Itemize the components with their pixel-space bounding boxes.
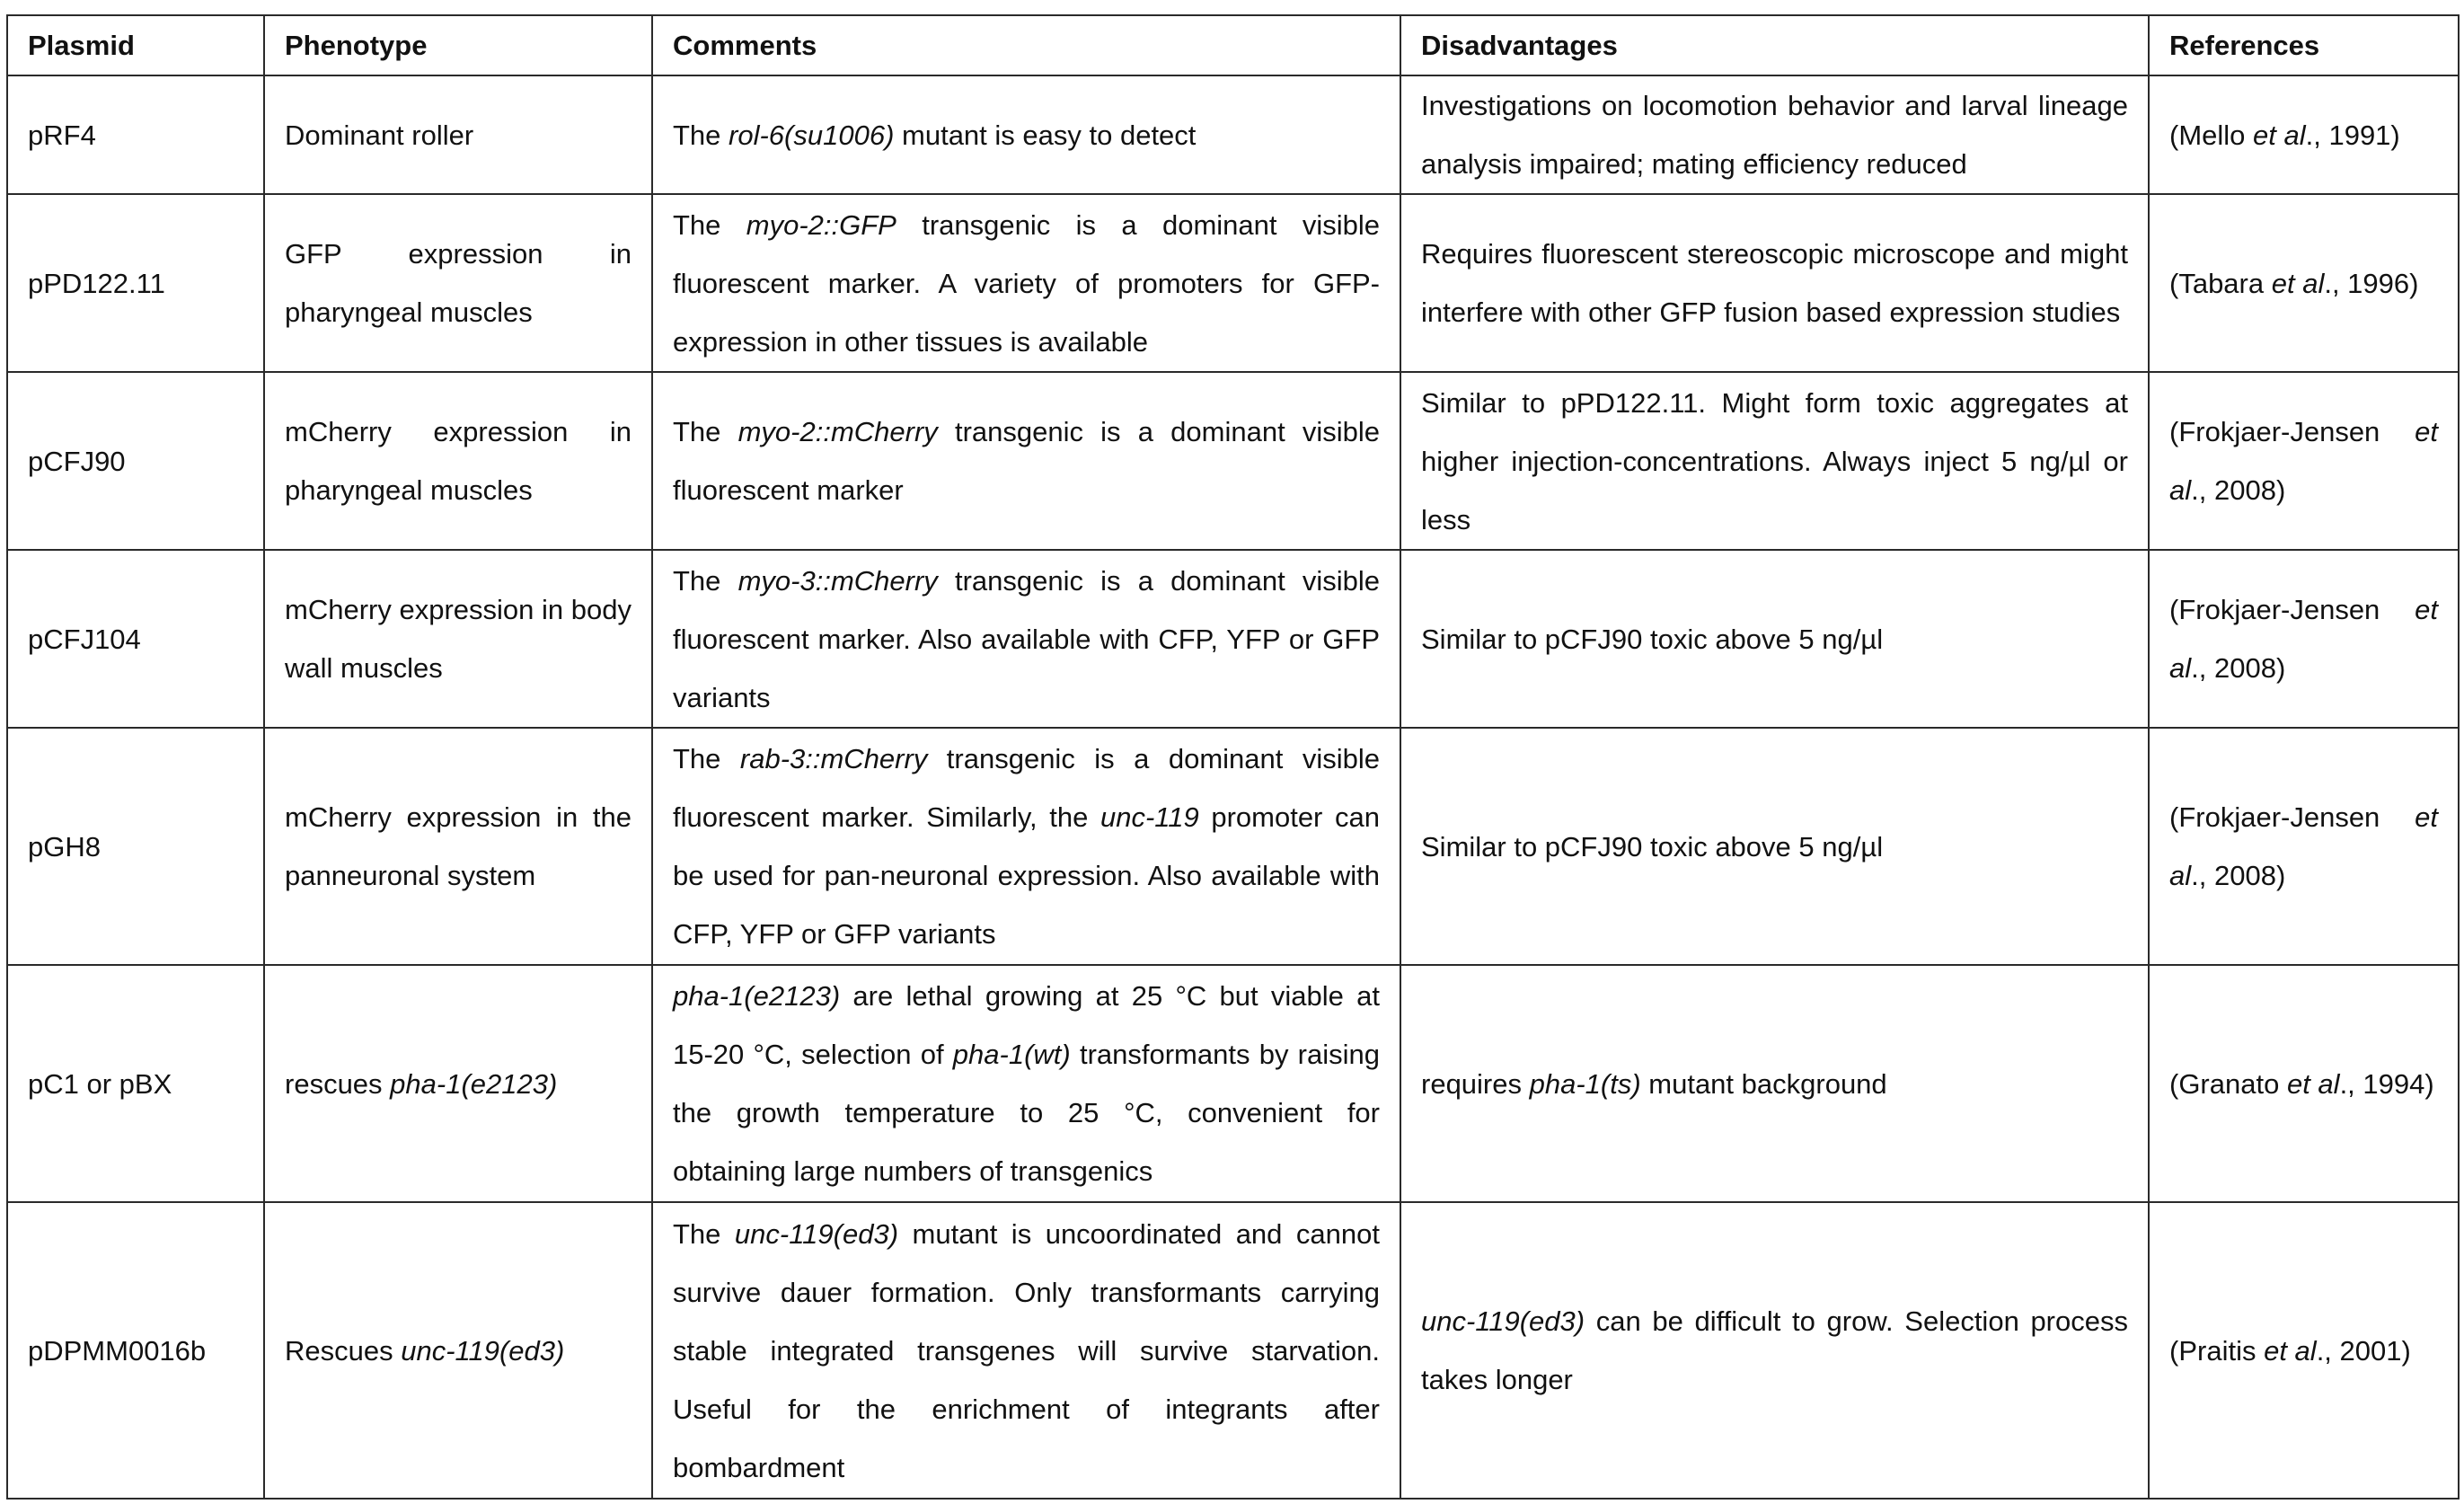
header-disadvantages: Disadvantages	[1400, 15, 2149, 75]
comments-cell	[652, 728, 1400, 965]
comments-cell	[652, 550, 1400, 728]
comments-cell	[652, 1202, 1400, 1499]
text-run: (Frokjaer-Jensen	[2169, 801, 2415, 833]
text-run: Rescues	[285, 1334, 402, 1367]
text-run: transformants by raising the growth temperature to 25 °C, convenient for obtaining large numbers of transgenics	[673, 1039, 1380, 1187]
comments-cell	[652, 372, 1400, 550]
italic-term: unc-119	[1100, 801, 1199, 833]
plasmid-table	[6, 14, 2460, 1500]
disadvantages-cell	[1400, 965, 2149, 1202]
italic-term: et al	[2169, 594, 2438, 684]
text-run: (Tabara	[2169, 267, 2272, 299]
text-run: (Frokjaer-Jensen	[2169, 594, 2415, 625]
plasmid-cell: pCFJ104	[7, 550, 264, 728]
text-run: Similar to pPD122.11. Might form toxic aggregates at higher injection-concentrations. Always inject 5 ng/µl or less	[1421, 386, 2128, 535]
references-cell	[2149, 965, 2459, 1202]
text-run: Dominant roller	[285, 119, 474, 151]
disadvantages-cell	[1400, 1202, 2149, 1499]
italic-term: et al	[2169, 801, 2438, 891]
plasmid-cell: pRF4	[7, 75, 264, 194]
plasmid-cell: pPD122.11	[7, 194, 264, 372]
plasmid-cell: pCFJ90	[7, 372, 264, 550]
italic-term: et al	[2169, 416, 2438, 506]
italic-term: et al	[2271, 267, 2325, 299]
table-row	[7, 75, 2459, 194]
italic-term: et al	[2286, 1067, 2340, 1100]
text-run: Investigations on locomotion behavior and larval lineage analysis impaired; mating efficiency reduced	[1421, 90, 2128, 180]
text-run: mCherry expression in pharyngeal muscles	[285, 416, 631, 506]
references-cell	[2149, 75, 2459, 194]
disadvantages-cell	[1400, 372, 2149, 550]
text-run: mutant is uncoordinated and cannot survive dauer formation. Only transformants carrying stable integrated transgenes will survive starvation. Useful for the enrichment of integrants after bombardment	[673, 1217, 1380, 1483]
header-comments: Comments	[652, 15, 1400, 75]
text-run: ., 1991)	[2305, 119, 2400, 151]
text-run: ., 2008)	[2191, 860, 2286, 891]
disadvantages-cell	[1400, 194, 2149, 372]
text-run: The	[673, 564, 738, 597]
references-cell	[2149, 194, 2459, 372]
text-run: rescues	[285, 1067, 391, 1100]
text-run: transgenic is a dominant visible fluorescent marker	[673, 416, 1380, 506]
references-cell	[2149, 1202, 2459, 1499]
italic-term: unc-119(ed3)	[1421, 1305, 1585, 1337]
table-row	[7, 550, 2459, 728]
text-run: ., 2001)	[2316, 1334, 2411, 1367]
italic-term: myo-2::mCherry	[737, 416, 938, 447]
header-plasmid: Plasmid	[7, 15, 264, 75]
text-run: The	[673, 743, 740, 774]
text-run: mutant is easy to detect	[894, 119, 1197, 151]
disadvantages-cell	[1400, 550, 2149, 728]
text-run: ., 2008)	[2191, 652, 2286, 684]
phenotype-cell	[264, 728, 652, 965]
disadvantages-cell	[1400, 728, 2149, 965]
text-run: ., 1994)	[2339, 1067, 2434, 1100]
text-run: The	[673, 208, 746, 241]
text-run: mutant background	[1640, 1067, 1887, 1100]
text-run: transgenic is a dominant visible fluorescent marker. Similarly, the	[673, 743, 1381, 833]
text-run: can be difficult to grow. Selection process takes longer	[1421, 1305, 2128, 1395]
italic-term: myo-3::mCherry	[737, 564, 938, 597]
phenotype-cell	[264, 194, 652, 372]
text-run: The	[673, 119, 729, 151]
text-run: (Granato	[2169, 1067, 2287, 1100]
comments-cell	[652, 75, 1400, 194]
italic-term: rol-6(su1006)	[729, 119, 895, 151]
phenotype-cell	[264, 75, 652, 194]
italic-term: unc-119(ed3)	[734, 1217, 899, 1250]
header-row	[7, 15, 2459, 75]
phenotype-cell	[264, 550, 652, 728]
text-run: Requires fluorescent stereoscopic microscope and might interfere with other GFP fusion based expression studies	[1421, 238, 2128, 328]
italic-term: myo-2::GFP	[746, 208, 896, 241]
header-phenotype: Phenotype	[264, 15, 652, 75]
text-run: (Praitis	[2169, 1334, 2265, 1367]
text-run: The	[673, 1217, 735, 1250]
italic-term: unc-119(ed3)	[401, 1334, 565, 1367]
references-cell	[2149, 550, 2459, 728]
text-run: transgenic is a dominant visible fluorescent marker. Also available with CFP, YFP or GFP variants	[673, 564, 1380, 713]
text-run: mCherry expression in the panneuronal system	[285, 801, 631, 891]
italic-term: rab-3::mCherry	[739, 743, 928, 774]
italic-term: et al	[2253, 119, 2306, 151]
text-run: ., 2008)	[2191, 474, 2286, 506]
table-row	[7, 1202, 2459, 1499]
references-cell	[2149, 372, 2459, 550]
text-run: are lethal growing at 25 °C but viable at 15-20 °C, selection of	[673, 980, 1380, 1070]
text-run: (Mello	[2169, 119, 2254, 151]
italic-term: et al	[2264, 1334, 2317, 1367]
phenotype-cell	[264, 1202, 652, 1499]
text-run: mCherry expression in body wall muscles	[285, 594, 631, 684]
table-row	[7, 728, 2459, 965]
italic-term: pha-1(e2123)	[390, 1067, 558, 1100]
references-cell	[2149, 728, 2459, 965]
text-run: promoter can be used for pan-neuronal expression. Also available with CFP, YFP or GFP variants	[673, 801, 1380, 950]
table-row	[7, 965, 2459, 1202]
plasmid-cell: pDPMM0016b	[7, 1202, 264, 1499]
text-run: Similar to pCFJ90 toxic above 5 ng/µl	[1421, 623, 1884, 655]
phenotype-cell	[264, 372, 652, 550]
header-references: References	[2149, 15, 2459, 75]
table-row	[7, 372, 2459, 550]
italic-term: pha-1(ts)	[1529, 1067, 1641, 1100]
table-row	[7, 194, 2459, 372]
comments-cell	[652, 194, 1400, 372]
comments-cell	[652, 965, 1400, 1202]
text-run: GFP expression in pharyngeal muscles	[285, 238, 631, 328]
plasmid-cell: pGH8	[7, 728, 264, 965]
text-run: Similar to pCFJ90 toxic above 5 ng/µl	[1421, 830, 1884, 863]
disadvantages-cell	[1400, 75, 2149, 194]
plasmid-cell: pC1 or pBX	[7, 965, 264, 1202]
text-run: (Frokjaer-Jensen	[2169, 416, 2415, 447]
text-run: ., 1996)	[2324, 267, 2419, 299]
text-run: requires	[1421, 1067, 1530, 1100]
text-run: The	[673, 416, 738, 447]
italic-term: pha-1(e2123)	[673, 980, 841, 1012]
phenotype-cell	[264, 965, 652, 1202]
italic-term: pha-1(wt)	[952, 1039, 1071, 1070]
text-run: transgenic is a dominant visible fluorescent marker. A variety of promoters for GFP-expression in other tissues is available	[673, 208, 1381, 358]
